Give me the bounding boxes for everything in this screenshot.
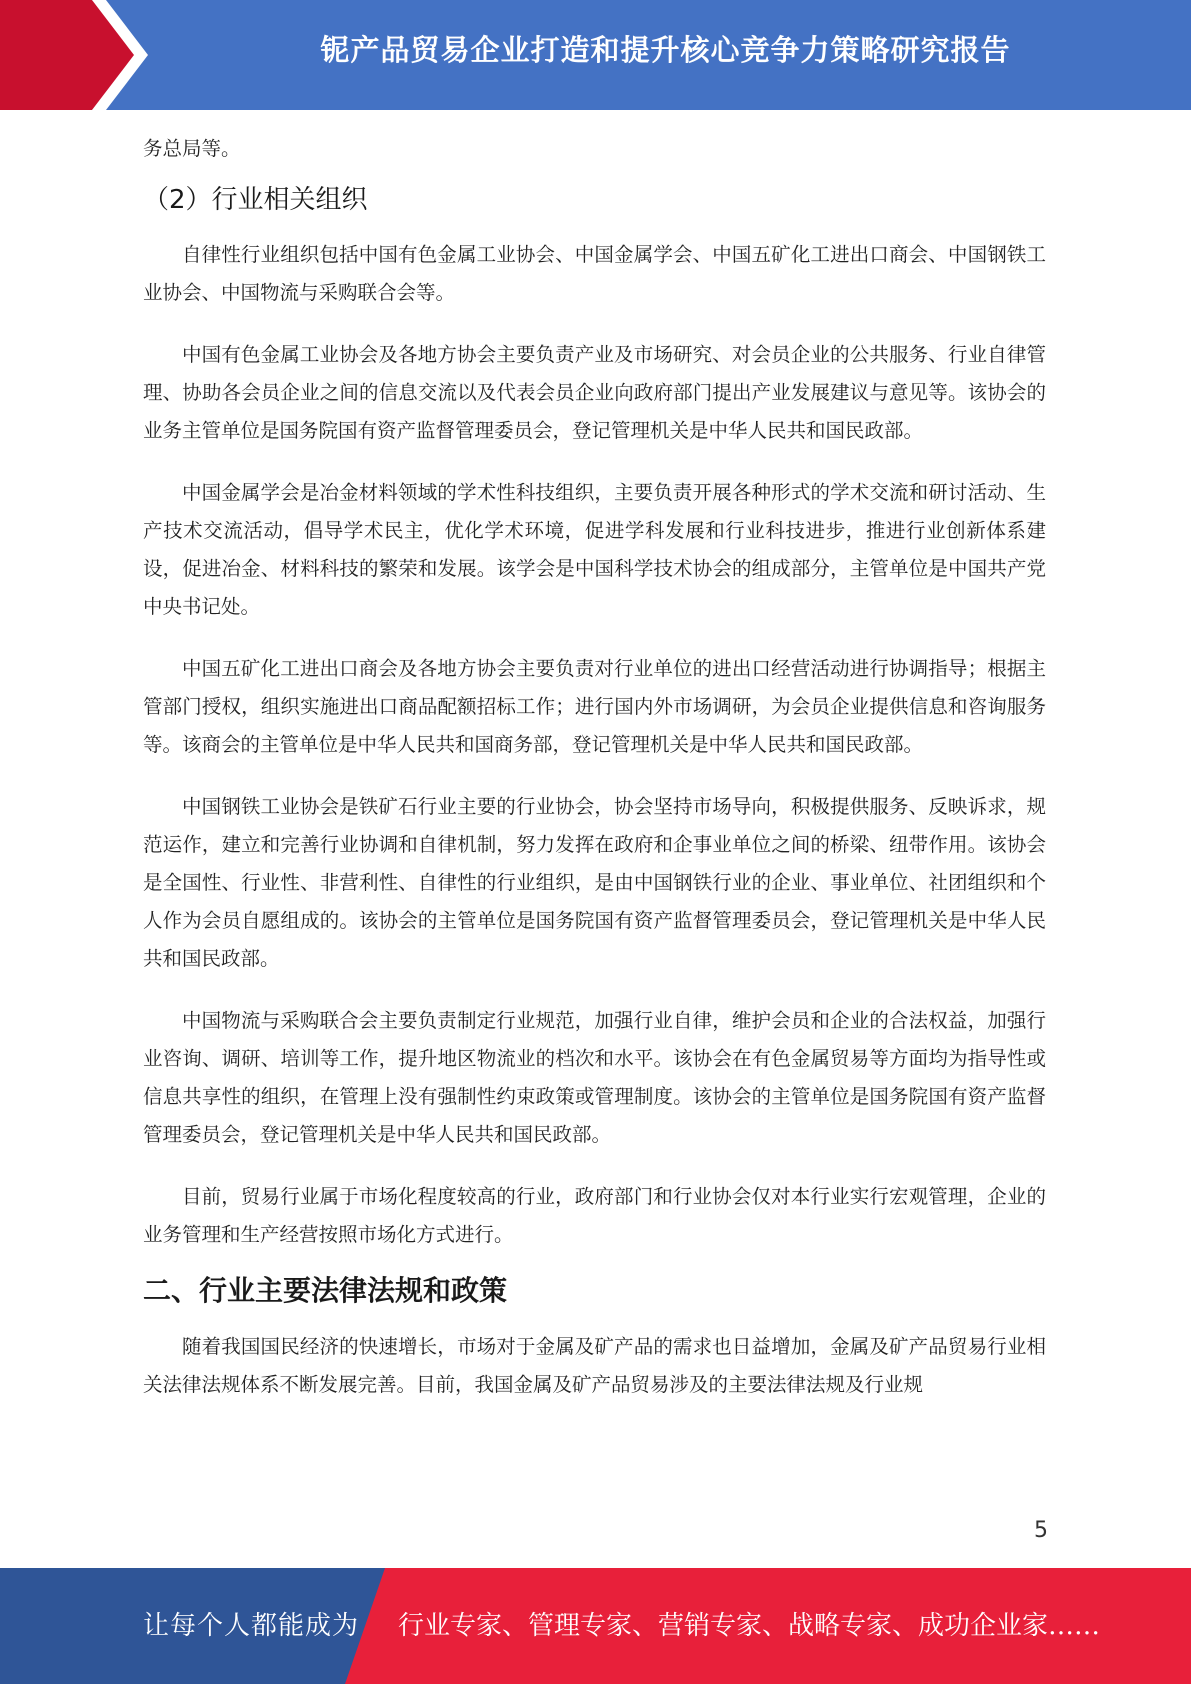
report-title: 铌产品贸易企业打造和提升核心竞争力策略研究报告	[320, 33, 1011, 67]
body-paragraph: 中国钢铁工业协会是铁矿石行业主要的行业协会，协会坚持市场导向，积极提供服务、反映诉求，规范运作，建立和完善行业协调和自律机制，努力发挥在政府和企事业单位之间的桥梁、纽带作用。该协会是全国性、行业性、非营利性、自律性的行业组织，是由中国钢铁行业的企业、事业单位、社团组织和个人作为会员自愿组成的。该协会的主管单位是国务院国有资产监督管理委员会，登记管理机关是中华人民共和国民政部。	[143, 795, 1046, 970]
body-paragraph: 随着我国国民经济的快速增长，市场对于金属及矿产品的需求也日益增加，金属及矿产品贸易行业相关法律法规体系不断发展完善。目前，我国金属及矿产品贸易涉及的主要法律法规及行业规	[143, 1335, 1046, 1396]
page-number: 5	[1034, 1518, 1048, 1543]
body-paragraph: 中国物流与采购联合会主要负责制定行业规范，加强行业自律，维护会员和企业的合法权益，加强行业咨询、调研、培训等工作，提升地区物流业的档次和水平。该协会在有色金属贸易等方面均为指导性或信息共享性的组织，在管理上没有强制性约束政策或管理制度。该协会的主管单位是国务院国有资产监督管理委员会，登记管理机关是中华人民共和国民政部。	[143, 1009, 1046, 1146]
subsection-heading: （2）行业相关组织	[143, 185, 368, 215]
page-footer	[0, 1568, 1191, 1684]
footer-slogan-right: 行业专家、管理专家、营销专家、战略专家、成功企业家……	[398, 1611, 1101, 1641]
continued-paragraph: 务总局等。	[143, 137, 241, 160]
footer-slogan-left: 让每个人都能成为	[143, 1611, 360, 1641]
body-paragraph: 中国有色金属工业协会及各地方协会主要负责产业及市场研究、对会员企业的公共服务、行业自律管理、协助各会员企业之间的信息交流以及代表会员企业向政府部门提出产业发展建议与意见等。该协会的业务主管单位是国务院国有资产监督管理委员会，登记管理机关是中华人民共和国民政部。	[143, 343, 1046, 442]
body-paragraph: 中国金属学会是冶金材料领域的学术性科技组织，主要负责开展各种形式的学术交流和研讨活动、生产技术交流活动，倡导学术民主，优化学术环境，促进学科发展和行业科技进步，推进行业创新体系建设，促进冶金、材料科技的繁荣和发展。该学会是中国科学技术协会的组成部分，主管单位是中国共产党中央书记处。	[143, 481, 1046, 618]
page-header	[0, 0, 1191, 110]
body-paragraph: 中国五矿化工进出口商会及各地方协会主要负责对行业单位的进出口经营活动进行协调指导；根据主管部门授权，组织实施进出口商品配额招标工作；进行国内外市场调研，为会员企业提供信息和咨询服务等。该商会的主管单位是中华人民共和国商务部，登记管理机关是中华人民共和国民政部。	[143, 657, 1046, 756]
body-paragraph: 自律性行业组织包括中国有色金属工业协会、中国金属学会、中国五矿化工进出口商会、中国钢铁工业协会、中国物流与采购联合会等。	[143, 243, 1046, 304]
section-heading: 二、行业主要法律法规和政策	[143, 1274, 508, 1307]
body-paragraph: 目前，贸易行业属于市场化程度较高的行业，政府部门和行业协会仅对本行业实行宏观管理，企业的业务管理和生产经营按照市场化方式进行。	[143, 1185, 1046, 1246]
document-body	[143, 130, 1046, 1404]
